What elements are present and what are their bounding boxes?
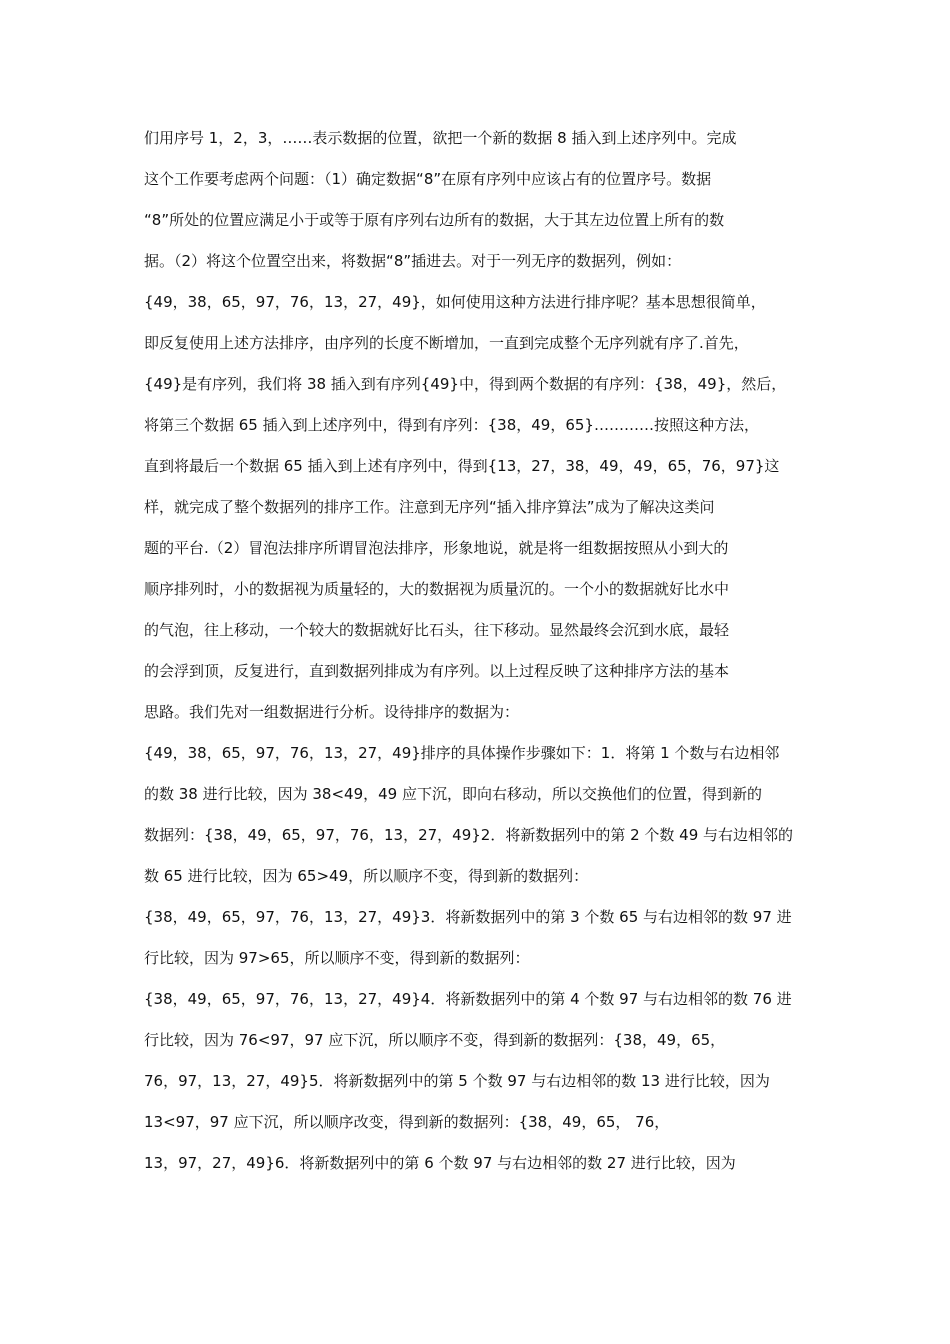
text-line: 13<97，97 应下沉，所以顺序改变，得到新的数据列：{38，49，65， 76， [144,1113,670,1131]
text-line: {49}是有序列，我们将 38 插入到有序列{49}中，得到两个数据的有序列：{38，49}，然后， [144,375,787,393]
text-line: 据。（2）将这个位置空出来，将数据“8”插进去。对于一列无序的数据列，例如： [144,252,682,270]
text-line: 行比较，因为 76<97，97 应下沉，所以顺序不变，得到新的数据列：{38，49，65， [144,1031,726,1049]
text-line: 顺序排列时，小的数据视为质量轻的，大的数据视为质量沉的。一个小的数据就好比水中 [144,580,730,598]
text-line: “8”所处的位置应满足小于或等于原有序列右边所有的数据，大于其左边位置上所有的数 [144,211,725,229]
text-line: 的气泡，往上移动，一个较大的数据就好比石头，往下移动。显然最终会沉到水底，最轻 [144,621,730,639]
text-line: 直到将最后一个数据 65 插入到上述有序列中，得到{13，27，38，49，49，65，76，97}这 [144,457,780,475]
text-line: {38，49，65，97，76，13，27，49}3．将新数据列中的第 3 个数 65 与右边相邻的数 97 进 [144,908,792,926]
text-line: 这个工作要考虑两个问题：（1）确定数据“8”在原有序列中应该占有的位置序号。数据 [144,170,712,188]
text-line: {49，38，65，97，76，13，27，49}排序的具体操作步骤如下：1．将第 1 个数与右边相邻 [144,744,780,762]
text-line: {49，38，65，97，76，13，27，49}，如何使用这种方法进行排序呢？基本思想很简单， [144,293,766,311]
text-line: 思路。我们先对一组数据进行分析。设待排序的数据为： [144,703,520,721]
text-line: 的数 38 进行比较，因为 38<49，49 应下沉，即向右移动，所以交换他们的位置，得到新的 [144,785,762,803]
text-line: 13，97，27，49}6．将新数据列中的第 6 个数 97 与右边相邻的数 27 进行比较，因为 [144,1154,736,1172]
text-line: 的会浮到顶，反复进行，直到数据列排成为有序列。以上过程反映了这种排序方法的基本 [144,662,730,680]
text-line: 题的平台.（2）冒泡法排序所谓冒泡法排序，形象地说，就是将一组数据按照从小到大的 [144,539,729,557]
text-line: 行比较，因为 97>65，所以顺序不变，得到新的数据列： [144,949,530,967]
text-line: 即反复使用上述方法排序，由序列的长度不断增加，一直到完成整个无序列就有序了.首先， [144,334,749,352]
text-line: 76，97，13，27，49}5．将新数据列中的第 5 个数 97 与右边相邻的数 13 进行比较，因为 [144,1072,770,1090]
text-line: 数据列：{38，49，65，97，76，13，27，49}2．将新数据列中的第 2 个数 49 与右边相邻的 [144,826,794,844]
text-line: {38，49，65，97，76，13，27，49}4．将新数据列中的第 4 个数 97 与右边相邻的数 76 进 [144,990,792,1008]
text-line: 将第三个数据 65 插入到上述序列中，得到有序列：{38，49，65}…………按照这种方法， [144,416,759,434]
text-line: 数 65 进行比较，因为 65>49，所以顺序不变，得到新的数据列： [144,867,589,885]
text-line: 们用序号 1，2，3，……表示数据的位置，欲把一个新的数据 8 插入到上述序列中。完成 [144,129,737,147]
body-text [144,118,816,1184]
text-line: 样，就完成了整个数据列的排序工作。注意到无序列“插入排序算法”成为了解决这类问 [144,498,715,516]
